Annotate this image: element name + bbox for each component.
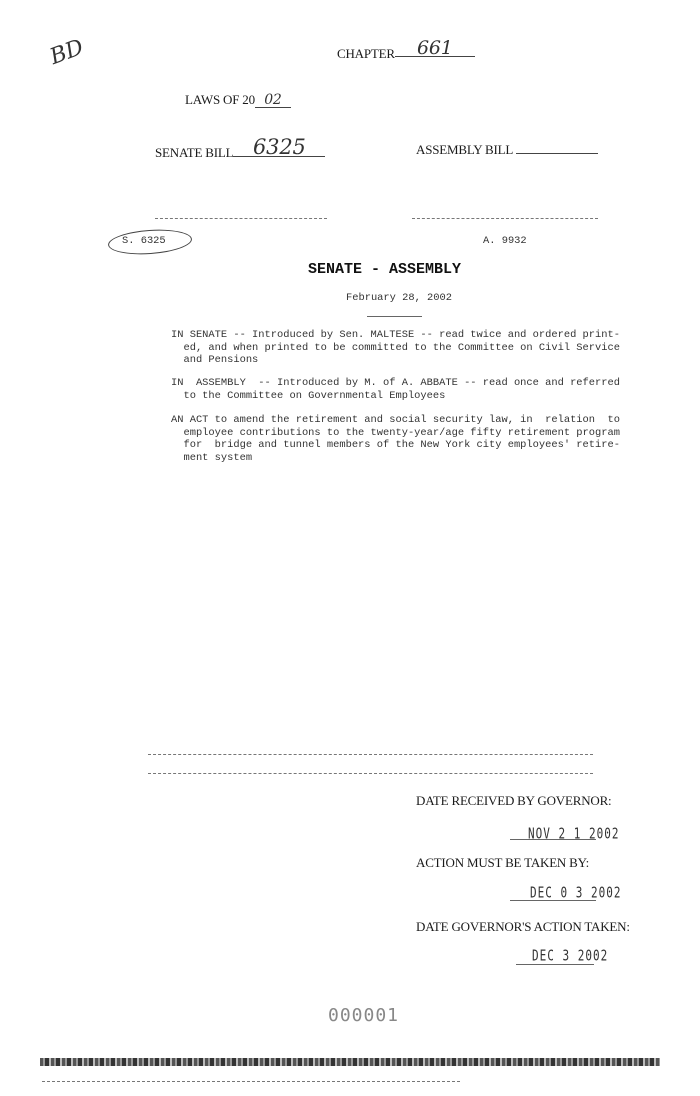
- senate-bill-label: SENATE BILL: [155, 145, 234, 160]
- laws-field: [185, 92, 291, 108]
- assembly-intro-line: to the Committee on Governmental Employees: [171, 389, 446, 402]
- bottom-rule: [42, 1081, 460, 1082]
- action-taken-line: [516, 964, 594, 965]
- corner-initials: BD: [46, 34, 88, 71]
- action-deadline-label: ACTION MUST BE TAKEN BY:: [416, 855, 590, 870]
- assembly-bill-blank: [516, 141, 598, 154]
- laws-label: LAWS OF 20: [185, 92, 255, 107]
- assembly-bill-field: [416, 141, 598, 158]
- act-line: ment system: [171, 451, 253, 464]
- page-number: 000001: [328, 1005, 400, 1026]
- chapter-label: CHAPTER: [337, 46, 395, 61]
- assembly-intro: [171, 377, 620, 402]
- action-deadline-stamp: DEC 0 3 2002: [530, 884, 622, 902]
- lower-rule: [148, 754, 593, 755]
- date-received-line: [510, 839, 596, 840]
- act-title: [171, 414, 620, 464]
- assembly-signature-line: [412, 218, 598, 219]
- senate-bill-field: [155, 135, 325, 161]
- bill-heading: SENATE - ASSEMBLY: [308, 261, 462, 278]
- action-deadline-line: [510, 900, 596, 901]
- senate-intro: [171, 329, 620, 367]
- assembly-intro-line: IN ASSEMBLY -- Introduced by M. of A. ABBATE -- read once and referred: [171, 377, 620, 389]
- laws-year: 02: [255, 94, 291, 108]
- action-taken-label: DATE GOVERNOR'S ACTION TAKEN:: [416, 919, 630, 934]
- chapter-field: [337, 37, 475, 62]
- date-received-label: DATE RECEIVED BY GOVERNOR:: [416, 793, 612, 808]
- chapter-number: 661: [395, 40, 475, 57]
- date-received-stamp: NOV 2 1 2002: [528, 825, 620, 843]
- action-taken-stamp: DEC 3 2002: [532, 947, 609, 965]
- act-line: employee contributions to the twenty-year/age fifty retirement program: [171, 426, 620, 439]
- senate-intro-line: and Pensions: [171, 354, 259, 367]
- senate-intro-line: ed, and when printed to be committed to the Committee on Civil Service: [171, 341, 620, 354]
- date-rule: [367, 316, 422, 317]
- senate-intro-line: IN SENATE -- Introduced by Sen. MALTESE -- read twice and ordered print-: [171, 329, 620, 341]
- scan-edge-noise: [40, 1058, 660, 1066]
- lower-rule: [148, 773, 593, 774]
- senate-signature-line: [155, 218, 327, 219]
- senate-bill-number: 6325: [233, 138, 325, 157]
- act-line: for bridge and tunnel members of the New York city employees' retire-: [171, 439, 620, 452]
- act-line: AN ACT to amend the retirement and social security law, in relation to: [171, 414, 620, 426]
- assembly-bill-label: ASSEMBLY BILL: [416, 142, 513, 157]
- senate-bill-code: S. 6325: [122, 235, 166, 247]
- assembly-bill-code: A. 9932: [483, 235, 527, 247]
- bill-date: February 28, 2002: [346, 292, 453, 304]
